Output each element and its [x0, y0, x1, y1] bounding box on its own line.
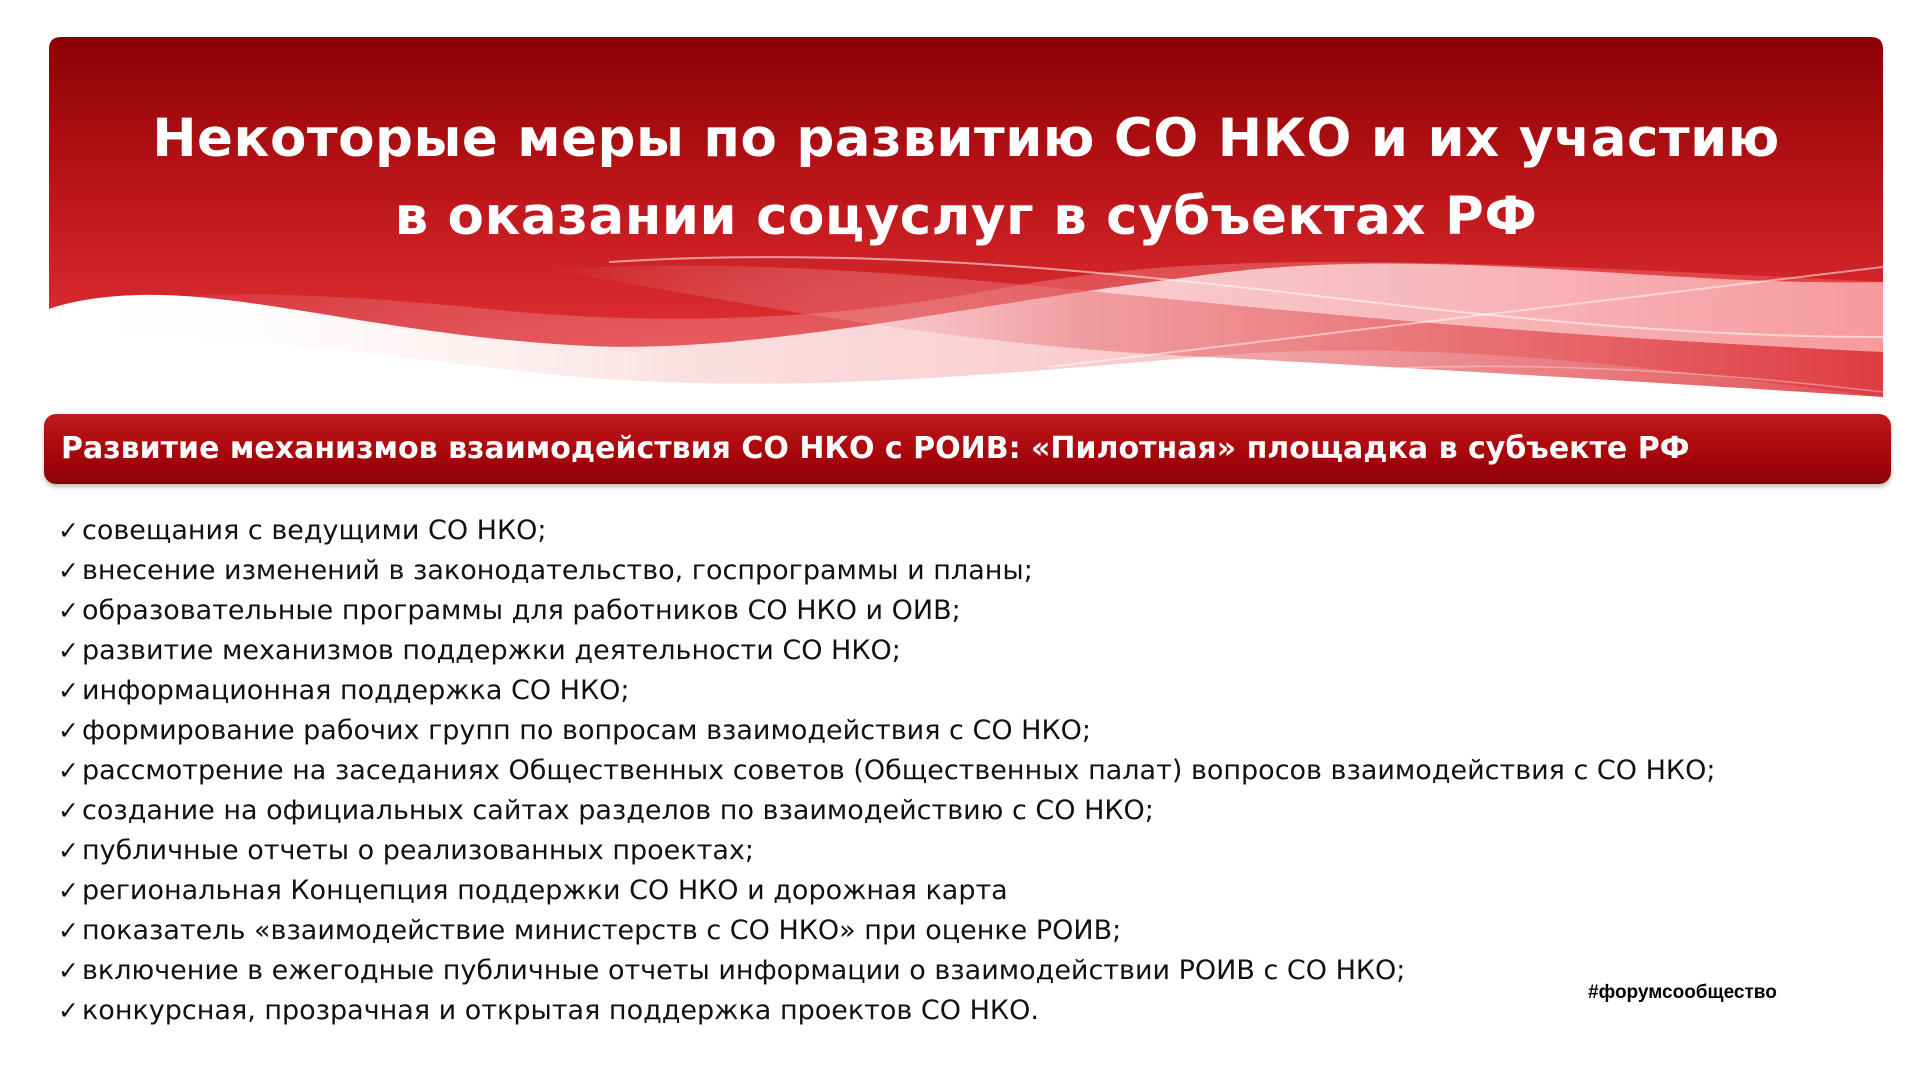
- list-item-text: формирование рабочих групп по вопросам взаимодействия с СО НКО;: [82, 715, 1091, 746]
- list-item-text: совещания с ведущими СО НКО;: [82, 515, 547, 546]
- page-title: [49, 100, 1883, 256]
- checkmark-icon: ✓: [58, 596, 79, 625]
- list-item-text: создание на официальных сайтах разделов по взаимодействию с СО НКО;: [82, 795, 1154, 826]
- section-heading-bar: [44, 414, 1891, 484]
- list-item-text: информационная поддержка СО НКО;: [82, 675, 630, 706]
- measures-list: [58, 511, 1715, 1031]
- list-item: [58, 951, 1715, 991]
- checkmark-icon: ✓: [58, 836, 79, 865]
- list-item: [58, 671, 1715, 711]
- checkmark-icon: ✓: [58, 916, 79, 945]
- list-item: [58, 791, 1715, 831]
- checkmark-icon: ✓: [58, 516, 79, 545]
- list-item-text: показатель «взаимодействие министерств с СО НКО» при оценке РОИВ;: [82, 915, 1122, 946]
- checkmark-icon: ✓: [58, 876, 79, 905]
- checkmark-icon: ✓: [58, 956, 79, 985]
- list-item-text: образовательные программы для работников СО НКО и ОИВ;: [82, 595, 961, 626]
- header-banner: [49, 37, 1883, 403]
- checkmark-icon: ✓: [58, 556, 79, 585]
- checkmark-icon: ✓: [58, 716, 79, 745]
- list-item: [58, 631, 1715, 671]
- checkmark-icon: ✓: [58, 996, 79, 1025]
- title-line-2: в оказании соцуслуг в субъектах РФ: [394, 186, 1538, 247]
- list-item-text: публичные отчеты о реализованных проектах;: [82, 835, 754, 866]
- list-item: [58, 591, 1715, 631]
- list-item-text: развитие механизмов поддержки деятельности СО НКО;: [82, 635, 901, 666]
- section-heading: Развитие механизмов взаимодействия СО НКО с РОИВ: «Пилотная» площадка в субъекте РФ: [61, 431, 1690, 466]
- title-line-1: Некоторые меры по развитию СО НКО и их участию: [152, 108, 1780, 169]
- list-item-text: региональная Концепция поддержки СО НКО и дорожная карта: [82, 875, 1008, 906]
- list-item: [58, 511, 1715, 551]
- list-item: [58, 831, 1715, 871]
- list-item: [58, 871, 1715, 911]
- list-item-text: рассмотрение на заседаниях Общественных советов (Общественных палат) вопросов взаимодействия с СО НКО;: [82, 755, 1716, 786]
- checkmark-icon: ✓: [58, 796, 79, 825]
- list-item-text: включение в ежегодные публичные отчеты информации о взаимодействии РОИВ с СО НКО;: [82, 955, 1406, 986]
- list-item: [58, 991, 1715, 1031]
- checkmark-icon: ✓: [58, 756, 79, 785]
- list-item: [58, 711, 1715, 751]
- list-item-text: конкурсная, прозрачная и открытая поддержка проектов СО НКО.: [82, 995, 1039, 1026]
- list-item-text: внесение изменений в законодательство, госпрограммы и планы;: [82, 555, 1033, 586]
- list-item: [58, 551, 1715, 591]
- list-item: [58, 751, 1715, 791]
- list-item: [58, 911, 1715, 951]
- checkmark-icon: ✓: [58, 636, 79, 665]
- checkmark-icon: ✓: [58, 676, 79, 705]
- hashtag-label: #форумсообщество: [1588, 982, 1777, 1003]
